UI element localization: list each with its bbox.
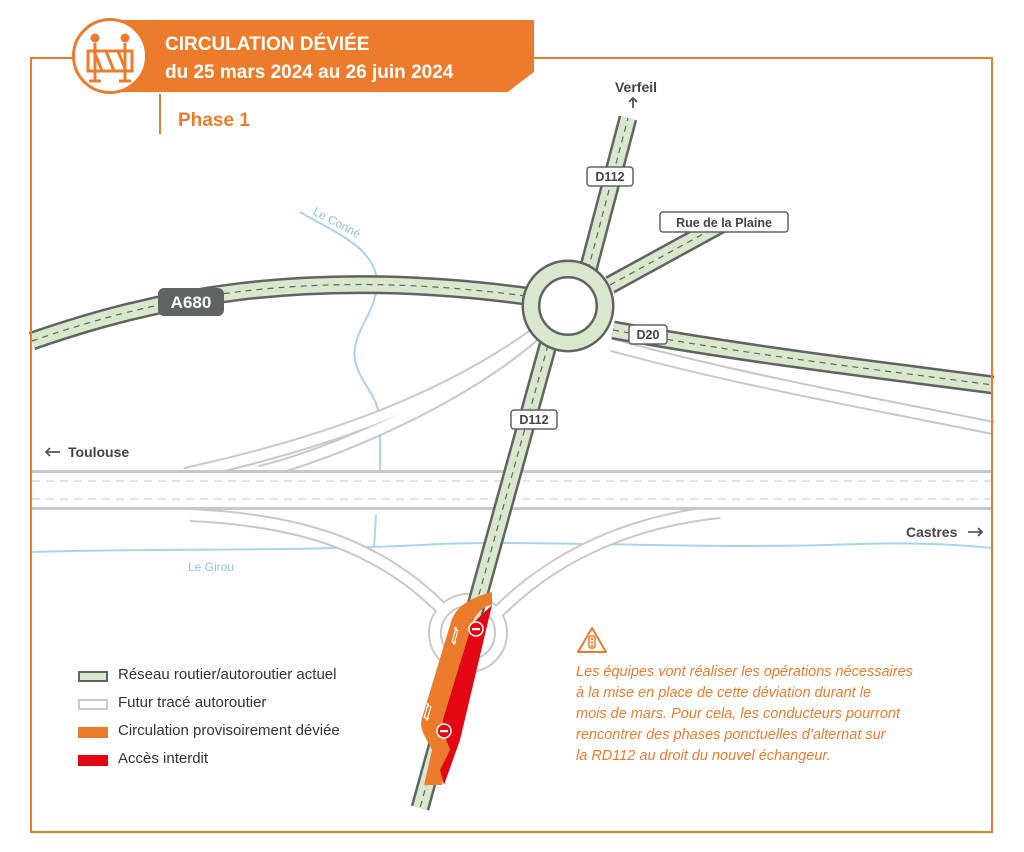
legend-label: Futur tracé autoroutier <box>118 694 267 711</box>
header-icon-badge <box>72 18 148 94</box>
label-a680: A680 <box>170 293 212 312</box>
legend-label: Circulation provisoirement déviée <box>118 722 340 739</box>
legend-label: Accès interdit <box>118 750 209 767</box>
label-d20: D20 <box>636 328 660 342</box>
label-toulouse: Toulouse <box>68 444 130 460</box>
phase-divider <box>159 94 161 134</box>
label-castres: Castres <box>906 524 958 540</box>
notice-text <box>576 662 956 767</box>
header-dates: du 25 mars 2024 au 26 juin 2024 <box>165 62 454 83</box>
legend-swatch <box>78 699 108 710</box>
header-title: CIRCULATION DÉVIÉE <box>165 34 370 55</box>
legend-swatch <box>78 727 108 738</box>
notice-line: Les équipes vont réaliser les opérations nécessaires <box>576 664 913 680</box>
label-verfeil: Verfeil <box>614 79 658 95</box>
label-d112-north: D112 <box>595 170 625 184</box>
legend-swatch <box>78 671 108 682</box>
phase-label: Phase 1 <box>178 110 250 131</box>
notice-line: à la mise en place de cette déviation durant le <box>576 685 872 701</box>
warning-traffic-light-icon <box>576 626 608 654</box>
notice-line: rencontrer des phases ponctuelles d’alternat sur <box>576 727 886 743</box>
label-rue-plaine: Rue de la Plaine <box>676 216 772 230</box>
legend-label: Réseau routier/autoroutier actuel <box>118 666 337 683</box>
legend-swatch <box>78 755 108 766</box>
notice-line: la RD112 au droit du nouvel échangeur. <box>576 748 831 764</box>
label-le-girou: Le Girou <box>188 560 235 574</box>
label-d112-south: D112 <box>519 413 549 427</box>
notice-line: mois de mars. Pour cela, les conducteurs pourront <box>576 706 900 722</box>
label-le-conne: Le Conné <box>310 204 364 242</box>
road-barrier-icon <box>75 21 145 91</box>
